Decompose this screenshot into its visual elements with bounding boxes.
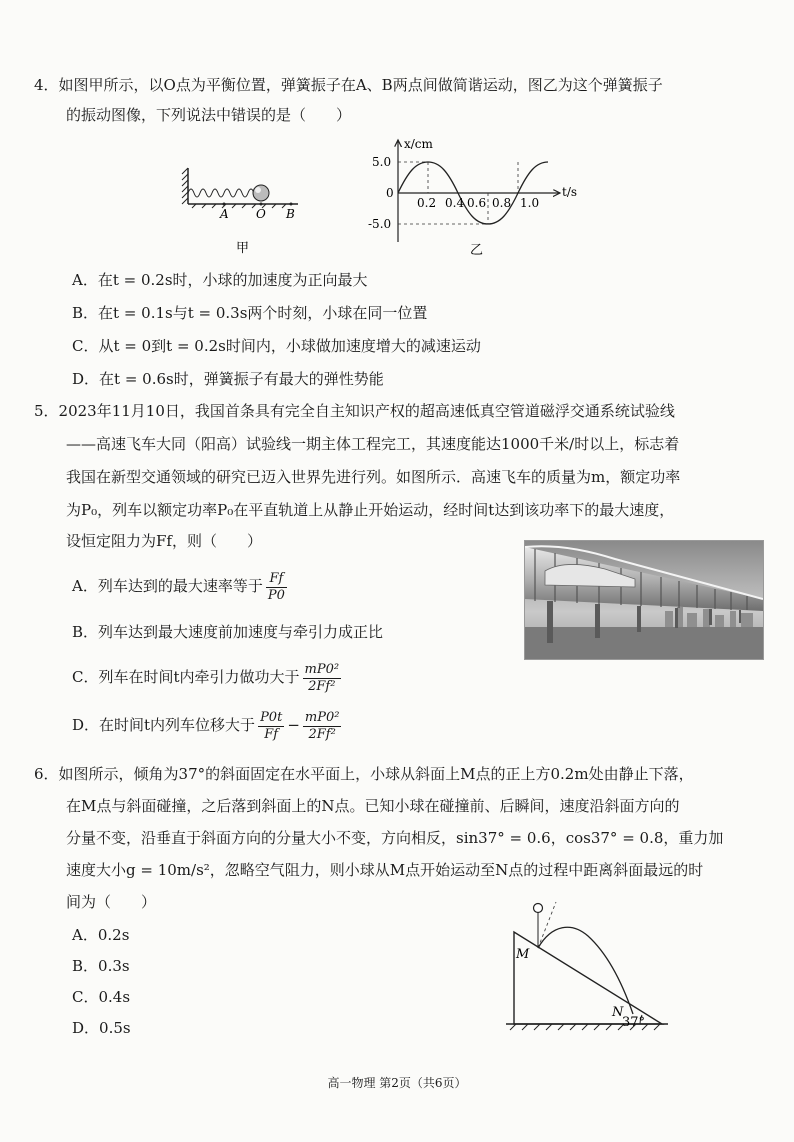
q5-option-a-fraction (266, 571, 287, 604)
q4-jia-label-b: B (286, 207, 295, 221)
q4-option-d: D．在t = 0.6s时，弹簧振子有最大的弹性势能 (72, 370, 384, 388)
q5-option-b: B．列车达到最大速度前加速度与牵引力成正比 (72, 623, 384, 641)
q4-jia-label-a: A (220, 207, 229, 221)
q5-maglev-photo (524, 540, 764, 660)
q5-stem-line4: 为P₀，列车以额定功率P₀在平直轨道上从静止开始运动，经时间t达到该功率下的最大速度， (66, 501, 675, 519)
q5-option-a (72, 566, 290, 606)
q5-option-c-fraction (303, 662, 342, 695)
q5-option-a-denominator: P0 (267, 587, 285, 603)
q6-stem-line2: 在M点与斜面碰撞，之后落到斜面上的N点。已知小球在碰撞前、后瞬间，速度沿斜面方向的 (66, 797, 680, 815)
q5-option-c-denominator: 2Ff² (308, 678, 336, 694)
q5-option-d-fraction-1 (258, 710, 284, 743)
q5-stem-line2: ——高速飞车大同（阳高）试验线一期主体工程完工，其速度能达1000千米/时以上，标志着 (66, 435, 680, 453)
q5-option-a-text: A．列车达到的最大速率等于 (72, 577, 263, 595)
q5-stem-line3: 我国在新型交通领域的研究已迈入世界先进行列。如图所示．高速飞车的质量为m，额定功率 (66, 468, 681, 486)
q4-yi-xtick: 1.0 (520, 196, 540, 210)
q4-jia-caption: 甲 (236, 241, 250, 256)
q6-label-n: N (612, 1005, 624, 1020)
q4-yi-xtick: 0.6 (467, 196, 487, 210)
q4-yi-caption: 乙 (470, 243, 484, 258)
q6-option-d: D．0.5s (72, 1019, 131, 1037)
q6-label-angle: 37° (622, 1015, 646, 1030)
q4-yi-y-label: x/cm (404, 137, 433, 151)
q5-option-d-denominator-1: Ff (264, 726, 279, 742)
q6-stem-line4: 速度大小g = 10m/s²，忽略空气阻力，则小球从M点开始运动至N点的过程中距离斜面最远的时 (66, 861, 704, 879)
q4-option-a: A．在t = 0.2s时，小球的加速度为正向最大 (72, 271, 368, 289)
q5-stem-line1: 5．2023年11月10日，我国首条具有完全自主知识产权的超高速低真空管道磁浮交通系统试验线 (34, 402, 675, 420)
q4-option-c: C．从t = 0到t = 0.2s时间内，小球做加速度增大的减速运动 (72, 337, 481, 355)
q5-option-d-numerator-1: P0t (260, 709, 283, 725)
q6-incline-figure (500, 896, 674, 1032)
q6-option-a: A．0.2s (72, 926, 130, 944)
q5-option-d-minus: − (287, 716, 300, 734)
page-footer: 高一物理 第2页（共6页） (327, 1076, 467, 1090)
q4-yi-ytick-zero: 0 (386, 186, 394, 200)
q4-stem-line2: 的振动图像，下列说法中错误的是（ ） (66, 106, 352, 124)
q4-stem-line1: 4．如图甲所示，以O点为平衡位置，弹簧振子在A、B两点间做简谐运动，图乙为这个弹簧振子 (34, 76, 663, 94)
q6-option-b: B．0.3s (72, 957, 130, 975)
q4-yi-ytick-bottom: -5.0 (368, 217, 392, 231)
q4-figure-yi (364, 132, 594, 260)
q4-yi-xtick: 0.2 (417, 196, 437, 210)
q5-option-d-numerator-2: mP0² (304, 709, 340, 725)
q5-option-c (72, 656, 344, 698)
q4-yi-xtick: 0.8 (492, 196, 512, 210)
q4-yi-xtick: 0.4 (445, 196, 465, 210)
q4-option-b: B．在t = 0.1s与t = 0.3s两个时刻，小球在同一位置 (72, 304, 428, 322)
q4-yi-ytick-top: 5.0 (372, 155, 392, 169)
q6-stem-line5: 间为（ ） (66, 893, 157, 911)
q6-stem-line3: 分量不变，沿垂直于斜面方向的分量大小不变，方向相反，sin37° = 0.6，cos37° = 0.8，重力加 (66, 829, 724, 847)
q6-option-c: C．0.4s (72, 988, 131, 1006)
q5-option-c-text: C．列车在时间t内牵引力做功大于 (72, 668, 300, 686)
q5-option-d-text: D．在时间t内列车位移大于 (72, 716, 256, 734)
q5-option-a-numerator: Ff (266, 571, 287, 588)
q5-option-d-denominator-2: 2Ff² (308, 726, 336, 742)
q6-stem-line1: 6．如图所示，倾角为37°的斜面固定在水平面上，小球从斜面上M点的正上方0.2m处由静止下落， (34, 765, 694, 783)
q4-figure-jia (178, 160, 308, 260)
q4-yi-x-label: t/s (562, 185, 578, 199)
q5-option-d (72, 704, 344, 746)
q5-option-d-fraction-2 (303, 710, 342, 743)
q4-jia-label-o: O (256, 207, 266, 221)
q5-option-c-numerator: mP0² (304, 661, 340, 677)
q5-stem-line5: 设恒定阻力为Ff，则（ ） (66, 532, 262, 550)
q6-label-m: M (516, 947, 530, 962)
